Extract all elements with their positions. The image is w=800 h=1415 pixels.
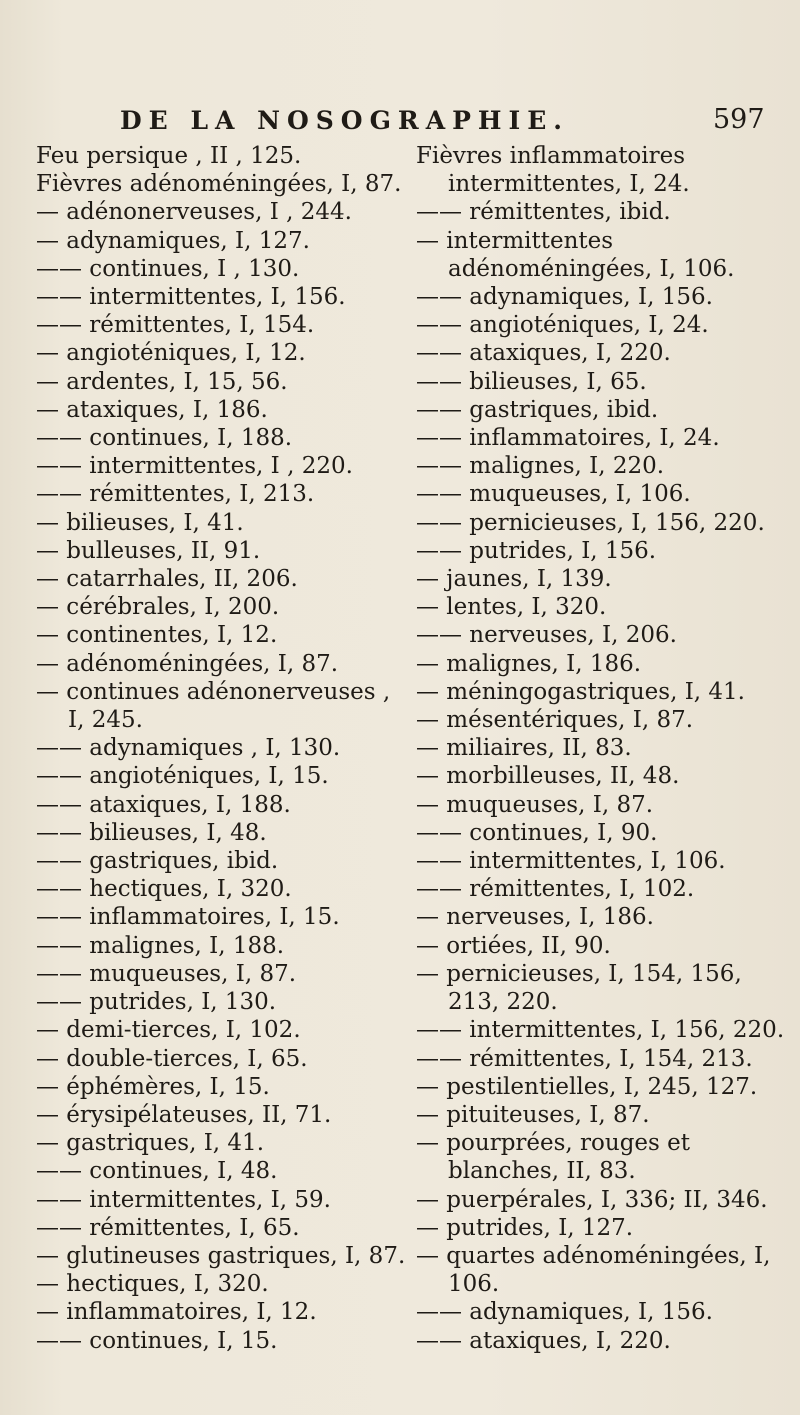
index-entry: — ardentes, I, 15, 56. <box>36 368 288 395</box>
index-entry: —— pernicieuses, I, 156, 220. <box>416 509 765 536</box>
index-entry: — adénonerveuses, I , 244. <box>36 199 352 226</box>
index-entry: —— ataxiques, I, 220. <box>416 1327 671 1354</box>
index-entry: — angioténiques, I, 12. <box>36 340 306 367</box>
index-entry: — cérébrales, I, 200. <box>36 594 280 621</box>
index-column-right <box>416 142 788 1355</box>
index-entry: —— adynamiques, I, 156. <box>416 1299 713 1326</box>
index-entry: — ataxiques, I, 186. <box>36 396 268 423</box>
index-entry: —— continues, I, 188. <box>36 425 293 452</box>
index-entry: —— ataxiques, I, 188. <box>36 791 291 818</box>
running-header <box>120 106 720 135</box>
index-entry: — malignes, I, 186. <box>416 650 642 677</box>
index-entry: —— gastriques, ibid. <box>36 848 279 875</box>
index-entry: —— intermittentes, I, 106. <box>416 848 726 875</box>
index-entry: — quartes adénoméningées, I, 106. <box>416 1242 771 1298</box>
index-entry: — adénoméningées, I, 87. <box>36 650 339 677</box>
index-entry: —— bilieuses, I, 65. <box>416 368 647 395</box>
index-entry: —— hectiques, I, 320. <box>36 876 292 903</box>
index-entry: — glutineuses gastriques, I, 87. <box>36 1242 406 1269</box>
index-entry: — éphémères, I, 15. <box>36 1073 270 1100</box>
index-entry: — double-tierces, I, 65. <box>36 1045 308 1072</box>
header-title: DE LA NOSOGRAPHIE. <box>120 106 569 135</box>
index-entry: — intermittentes adénoméningées, I, 106. <box>416 227 735 282</box>
index-entry: —— putrides, I, 156. <box>416 537 657 564</box>
index-entry: — gastriques, I, 41. <box>36 1130 265 1157</box>
index-entry: — ortiées, II, 90. <box>416 932 611 959</box>
index-entry: —— continues, I, 90. <box>416 819 658 846</box>
index-entry: — adynamiques, I, 127. <box>36 227 310 254</box>
index-entry: —— rémittentes, I, 154. <box>36 312 315 339</box>
index-entry: —— nerveuses, I, 206. <box>416 622 677 649</box>
index-entry: —— rémittentes, I, 65. <box>36 1214 300 1241</box>
index-entry: — bilieuses, I, 41. <box>36 509 244 536</box>
index-entry: —— intermittentes, I , 220. <box>36 453 353 480</box>
index-entry: — demi-tierces, I, 102. <box>36 1017 301 1044</box>
index-entry: — méningogastriques, I, 41. <box>416 678 745 705</box>
index-entry: —— inflammatoires, I, 24. <box>416 425 720 452</box>
index-entry: —— rémittentes, I, 154, 213. <box>416 1045 753 1072</box>
index-entry: — pourprées, rouges et blanches, II, 83. <box>416 1130 691 1185</box>
index-entry: — jaunes, I, 139. <box>416 566 612 593</box>
index-entry: — continues adénonerveuses , I, 245. <box>36 678 391 734</box>
index-entry: —— continues, I , 130. <box>36 255 300 282</box>
index-entry: —— rémittentes, ibid. <box>416 199 671 226</box>
index-entry: — pituiteuses, I, 87. <box>416 1101 650 1128</box>
index-entry: —— putrides, I, 130. <box>36 989 277 1016</box>
index-entry: — hectiques, I, 320. <box>36 1271 269 1298</box>
index-entry: —— rémittentes, I, 102. <box>416 876 695 903</box>
index-column-left <box>36 142 408 1355</box>
index-entry: — lentes, I, 320. <box>416 594 607 621</box>
index-entry: — muqueuses, I, 87. <box>416 791 654 818</box>
index-entry: — puerpérales, I, 336; II, 346. <box>416 1186 768 1213</box>
index-entry: —— intermittentes, I, 59. <box>36 1186 331 1213</box>
index-entry: —— angioténiques, I, 24. <box>416 312 709 339</box>
index-entry: — morbilleuses, II, 48. <box>416 763 680 790</box>
index-entry: —— rémittentes, I, 213. <box>36 481 315 508</box>
index-entry: —— intermittentes, I, 156, 220. <box>416 1017 785 1044</box>
index-entry: — inflammatoires, I, 12. <box>36 1299 317 1326</box>
index-entry: — érysipélateuses, II, 71. <box>36 1101 332 1128</box>
index-entry: — bulleuses, II, 91. <box>36 537 261 564</box>
index-entry: — nerveuses, I, 186. <box>416 904 654 931</box>
index-entry: — mésentériques, I, 87. <box>416 707 694 734</box>
index-entry: —— malignes, I, 220. <box>416 453 665 480</box>
index-entry: —— adynamiques , I, 130. <box>36 735 341 762</box>
index-entry: — pestilentielles, I, 245, 127. <box>416 1073 758 1100</box>
index-entry: —— continues, I, 15. <box>36 1327 278 1354</box>
index-entry: —— intermittentes, I, 156. <box>36 284 346 311</box>
index-entry: — pernicieuses, I, 154, 156, 213, 220. <box>416 960 742 1016</box>
index-entry: —— muqueuses, I, 106. <box>416 481 691 508</box>
index-entry: Fièvres adénoméningées, I, 87. <box>36 171 402 198</box>
index-entry: — catarrhales, II, 206. <box>36 566 298 593</box>
index-entry: — continentes, I, 12. <box>36 622 278 649</box>
page-number: 597 <box>713 104 765 135</box>
index-entry: Fièvres inflammatoires intermittentes, I, 24. <box>416 143 690 198</box>
index-entry: —— gastriques, ibid. <box>416 396 659 423</box>
index-entry: Feu persique , II , 125. <box>36 143 302 169</box>
index-entry: —— angioténiques, I, 15. <box>36 763 329 790</box>
index-entry: —— malignes, I, 188. <box>36 932 285 959</box>
index-entry: — putrides, I, 127. <box>416 1214 634 1241</box>
index-entry: —— bilieuses, I, 48. <box>36 819 267 846</box>
index-entry: —— continues, I, 48. <box>36 1158 278 1185</box>
index-entry: —— adynamiques, I, 156. <box>416 284 713 311</box>
index-entry: —— ataxiques, I, 220. <box>416 340 671 367</box>
index-entry: —— inflammatoires, I, 15. <box>36 904 340 931</box>
index-entry: — miliaires, II, 83. <box>416 735 632 762</box>
index-entry: —— muqueuses, I, 87. <box>36 960 297 987</box>
